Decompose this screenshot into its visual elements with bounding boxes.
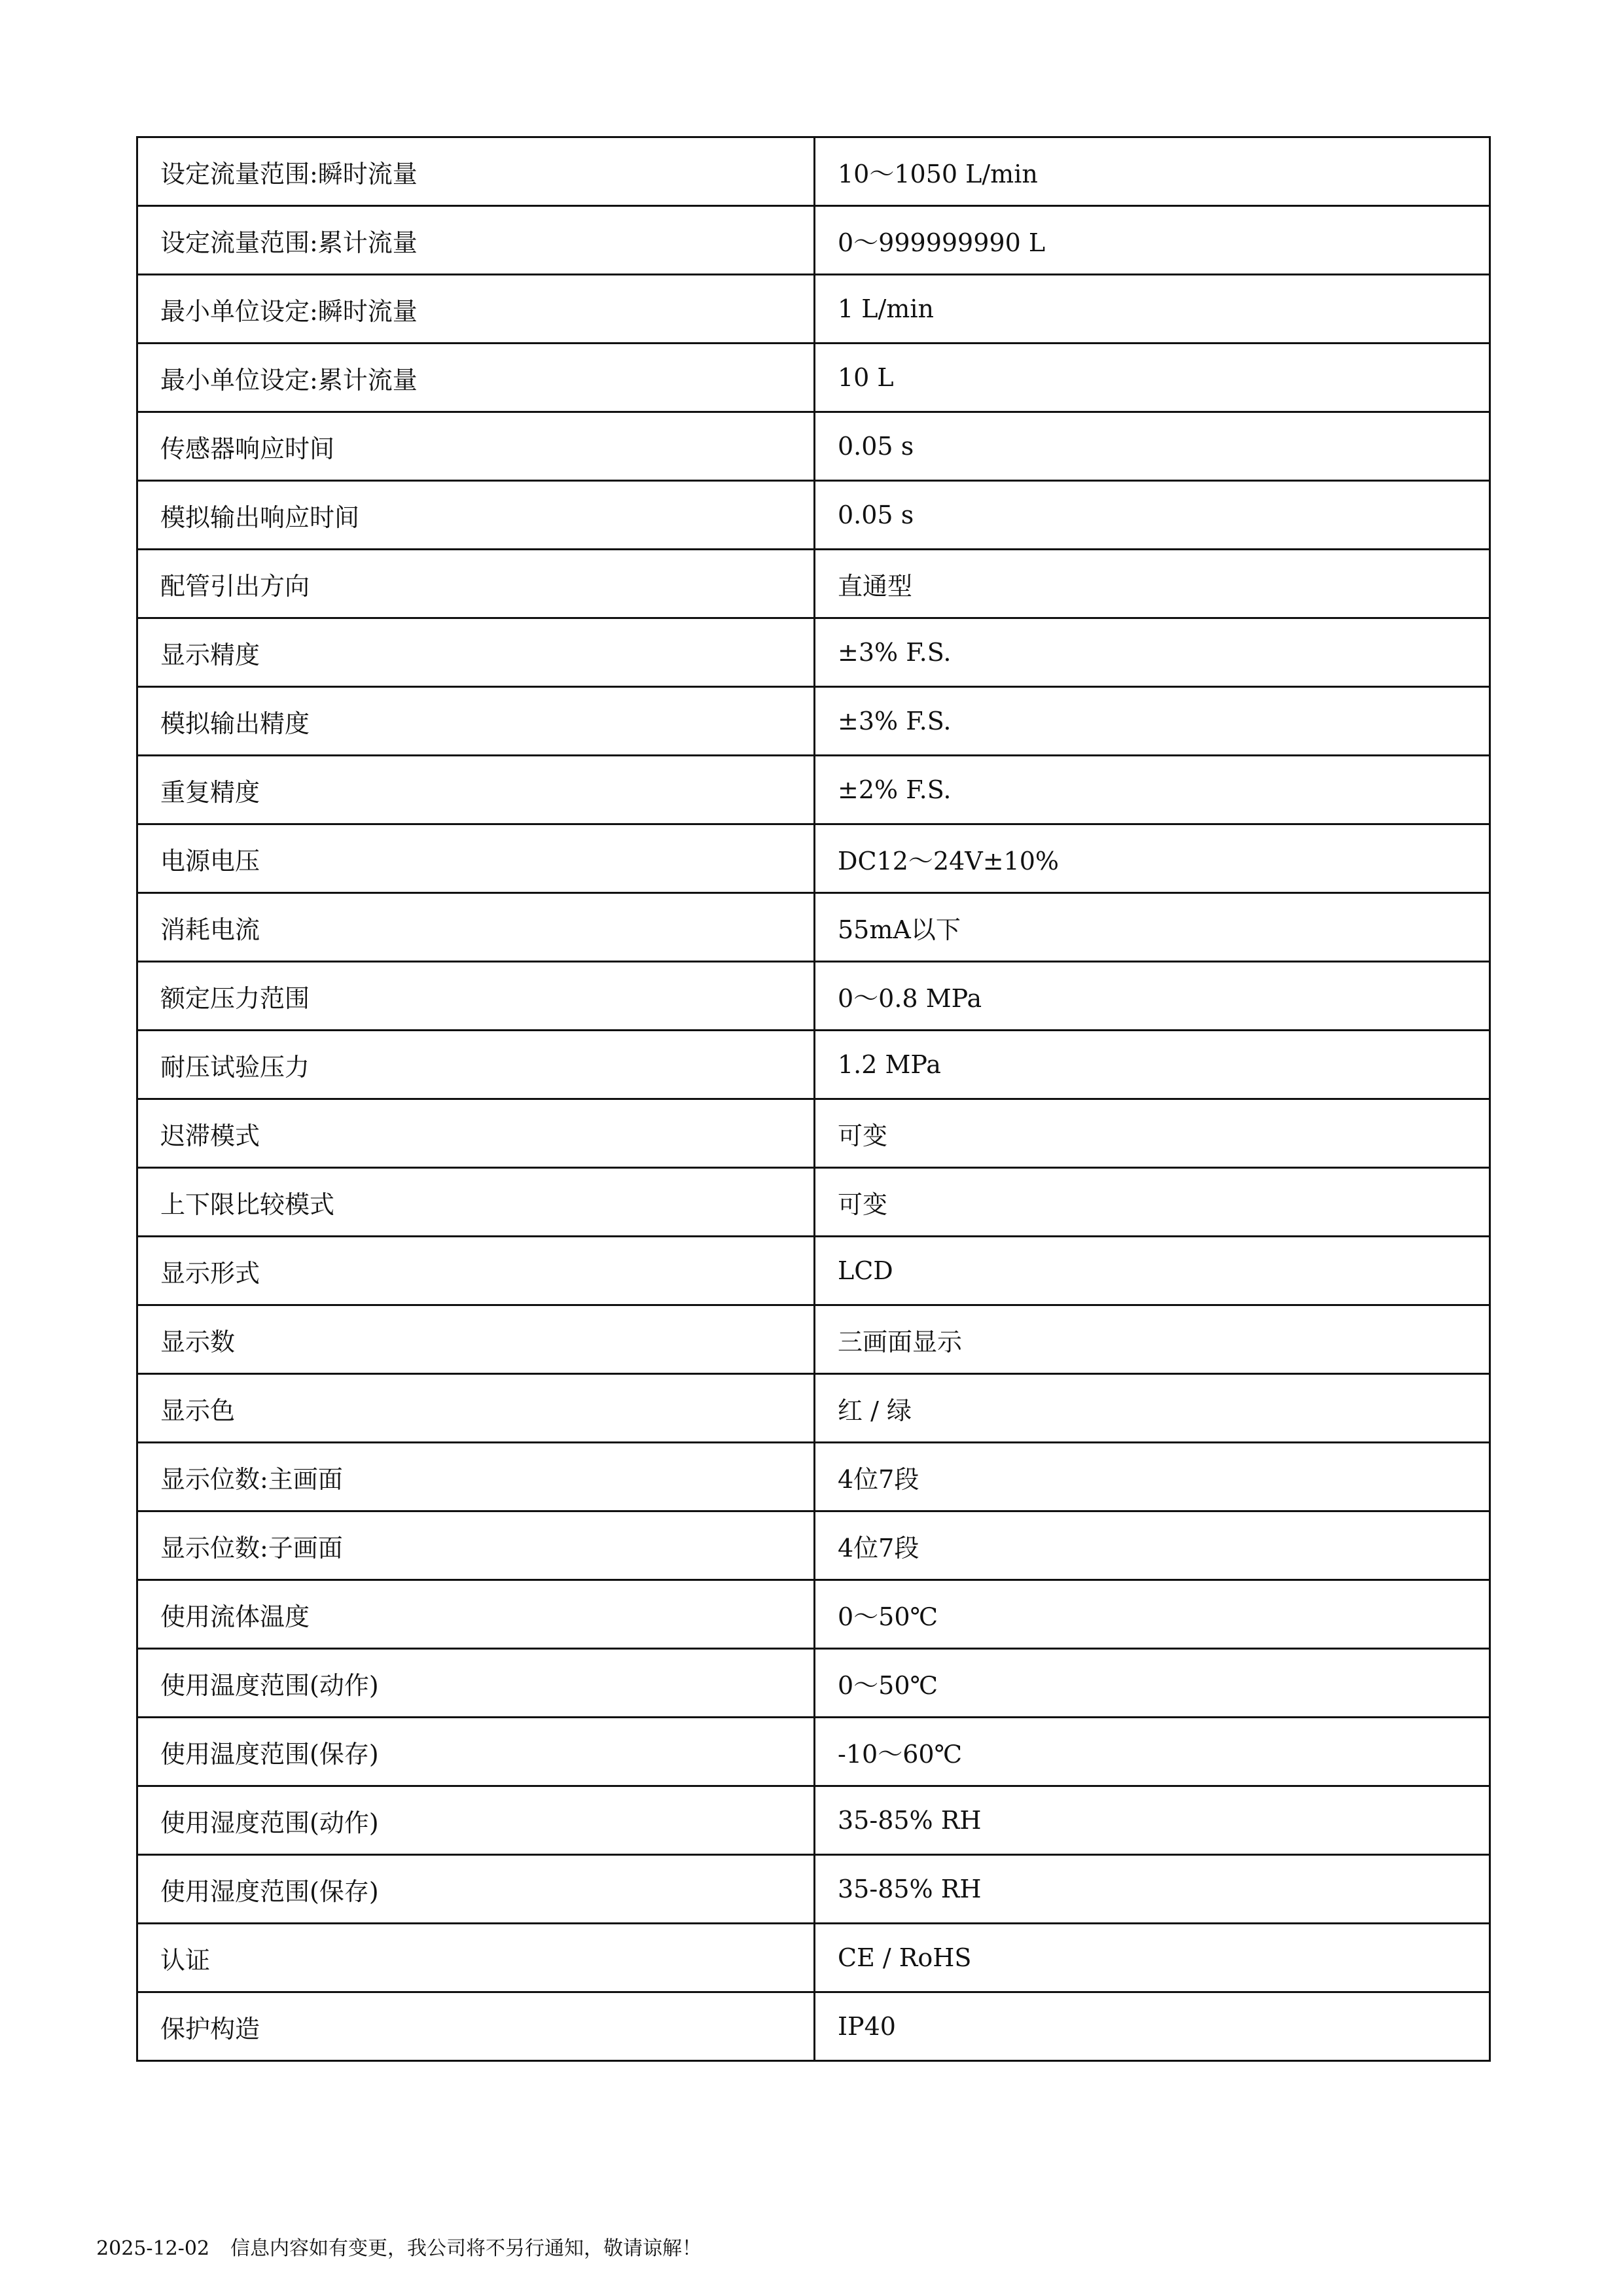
table-row <box>137 1099 1490 1168</box>
spec-value: 0～999999990 L <box>815 206 1490 275</box>
spec-value: ±3% F.S. <box>815 618 1490 687</box>
spec-value: 10 L <box>815 344 1490 412</box>
spec-label: 显示形式 <box>137 1237 815 1305</box>
spec-value: 1.2 MPa <box>815 1031 1490 1099</box>
table-row <box>137 687 1490 756</box>
table-row <box>137 962 1490 1031</box>
spec-value: 可变 <box>815 1168 1490 1237</box>
spec-value: 4位7段 <box>815 1443 1490 1511</box>
spec-value: ±3% F.S. <box>815 687 1490 756</box>
table-row <box>137 1649 1490 1718</box>
spec-value: CE / RoHS <box>815 1924 1490 1992</box>
table-row <box>137 1718 1490 1786</box>
spec-label: 最小单位设定:瞬时流量 <box>137 275 815 344</box>
spec-value: IP40 <box>815 1992 1490 2061</box>
spec-value: 0.05 s <box>815 412 1490 481</box>
spec-label: 使用温度范围(动作) <box>137 1649 815 1718</box>
spec-label: 上下限比较模式 <box>137 1168 815 1237</box>
spec-label: 显示精度 <box>137 618 815 687</box>
spec-value: ±2% F.S. <box>815 756 1490 824</box>
spec-value: 红 / 绿 <box>815 1374 1490 1443</box>
spec-label: 迟滞模式 <box>137 1099 815 1168</box>
spec-label: 使用湿度范围(动作) <box>137 1786 815 1855</box>
spec-label: 配管引出方向 <box>137 550 815 618</box>
spec-value: 1 L/min <box>815 275 1490 344</box>
spec-label: 保护构造 <box>137 1992 815 2061</box>
spec-value: 0～50℃ <box>815 1649 1490 1718</box>
spec-value: 直通型 <box>815 550 1490 618</box>
table-row <box>137 1168 1490 1237</box>
spec-label: 耐压试验压力 <box>137 1031 815 1099</box>
spec-value: 0～0.8 MPa <box>815 962 1490 1031</box>
spec-value: 35-85% RH <box>815 1786 1490 1855</box>
spec-label: 设定流量范围:累计流量 <box>137 206 815 275</box>
footer <box>84 2209 702 2261</box>
spec-label: 模拟输出精度 <box>137 687 815 756</box>
table-row <box>137 206 1490 275</box>
table-row <box>137 137 1490 206</box>
spec-label: 显示位数:主画面 <box>137 1443 815 1511</box>
spec-value: 35-85% RH <box>815 1855 1490 1924</box>
spec-value: DC12～24V±10% <box>815 824 1490 893</box>
table-row <box>137 1924 1490 1992</box>
table-row <box>137 275 1490 344</box>
table-row <box>137 481 1490 550</box>
table-row <box>137 893 1490 962</box>
spec-value: 4位7段 <box>815 1511 1490 1580</box>
spec-label: 重复精度 <box>137 756 815 824</box>
table-row <box>137 1580 1490 1649</box>
table-row <box>137 1374 1490 1443</box>
table-row <box>137 1992 1490 2061</box>
spec-value: 55mA以下 <box>815 893 1490 962</box>
table-row <box>137 1443 1490 1511</box>
footer-notice: 信息内容如有变更，我公司将不另行通知，敬请谅解！ <box>230 2237 702 2260</box>
spec-value: 0.05 s <box>815 481 1490 550</box>
table-row <box>137 1855 1490 1924</box>
spec-table-body <box>137 137 1490 2061</box>
table-row <box>137 756 1490 824</box>
table-row <box>137 550 1490 618</box>
spec-value: 可变 <box>815 1099 1490 1168</box>
spec-value: 三画面显示 <box>815 1305 1490 1374</box>
table-row <box>137 824 1490 893</box>
spec-value: -10～60℃ <box>815 1718 1490 1786</box>
table-row <box>137 618 1490 687</box>
spec-label: 使用湿度范围(保存) <box>137 1855 815 1924</box>
spec-label: 使用温度范围(保存) <box>137 1718 815 1786</box>
spec-label: 设定流量范围:瞬时流量 <box>137 137 815 206</box>
table-row <box>137 1786 1490 1855</box>
table-row <box>137 1031 1490 1099</box>
spec-label: 显示位数:子画面 <box>137 1511 815 1580</box>
spec-value: 0～50℃ <box>815 1580 1490 1649</box>
spec-value: LCD <box>815 1237 1490 1305</box>
spec-table <box>136 136 1491 2062</box>
spec-label: 最小单位设定:累计流量 <box>137 344 815 412</box>
spec-label: 模拟输出响应时间 <box>137 481 815 550</box>
table-row <box>137 1237 1490 1305</box>
table-row <box>137 1511 1490 1580</box>
table-row <box>137 344 1490 412</box>
spec-label: 使用流体温度 <box>137 1580 815 1649</box>
spec-label: 消耗电流 <box>137 893 815 962</box>
spec-label: 显示数 <box>137 1305 815 1374</box>
spec-label: 认证 <box>137 1924 815 1992</box>
table-row <box>137 412 1490 481</box>
spec-value: 10～1050 L/min <box>815 137 1490 206</box>
footer-date: 2025-12-02 <box>96 2237 210 2260</box>
spec-label: 电源电压 <box>137 824 815 893</box>
spec-label: 显示色 <box>137 1374 815 1443</box>
spec-label: 传感器响应时间 <box>137 412 815 481</box>
spec-label: 额定压力范围 <box>137 962 815 1031</box>
table-row <box>137 1305 1490 1374</box>
